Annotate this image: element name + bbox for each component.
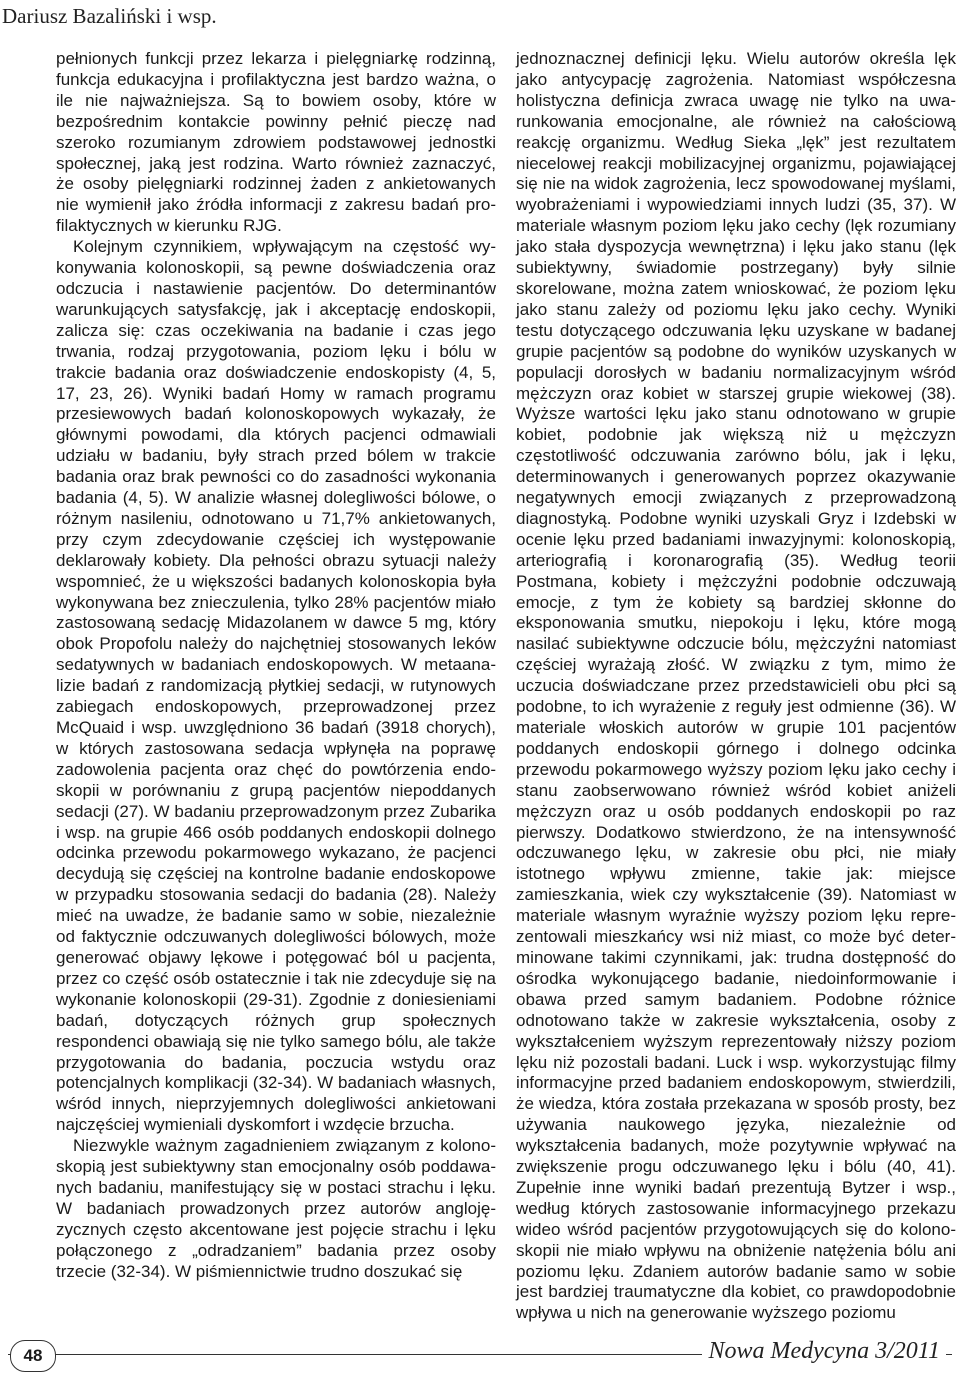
left-text-column xyxy=(56,49,496,1282)
paragraph: Kolejnym czynnikiem, wpływającym na częstość wykonywania kolonoskopii, są pewne doświadczenia oraz odczucia i nastawienie pacjentów. Do determinantów warunkujących satysfakcję, jak i akceptację endoskopii, zalicza się: czas oczekiwania na badanie i czas jego trwania, rodzaj przygotowania, poziom lęku i bólu w trakcie badania oraz doświadczenie endoskopisty (4, 5, 17, 23, 26). Wyniki badań Homy w ramach programu przesiewowych badań kolonoskopowych wykazały, że głównymi powodami, dla których pacjenci odmawiali udziału w badaniu, były strach przed bólem w trakcie badania oraz brak pewności co do zasadności wykonania badania (4, 5). W analizie własnej dolegliwości bólowe, o różnym nasileniu, odnotowano u 71,7% ankietowanych, przy czym zdecydowanie częściej ich występowanie deklarowały kobiety. Dla pełności obrazu sytuacji należy wspomnieć, że u większości badanych kolonoskopia była wykonywana bez znieczulenia, tylko 28% pacjentów miało zastosowaną sedację Midazolanem w dawce 5 mg, który obok Propofolu należy do najchętniej stosowanych leków sedatywnych w badaniach endoskopowych. W metaanalizie badań z randomizacją płytkiej sedacji, w rutynowych zabiegach endoskopowych, przeprowadzonej przez McQuaid i wsp. uwzględniono 36 badań (3918 chorych), w których zastosowana sedacja wpłynęła na poprawę zadowolenia pacjenta oraz chęć do powtórzenia endoskopii w porównaniu z grupą pacjentów niepoddanych sedacji (27). W badaniu przeprowadzonym przez Zubarika i wsp. na grupie 466 osób poddanych endoskopii dolnego odcinka przewodu pokarmowego wykazano, że pacjenci decydują się częściej na kontrolne badanie endoskopowe w przypadku stosowania sedacji do badania (28). Należy mieć na uwadze, że badanie samo w sobie, niezależnie od faktycznie odczuwanych dolegliwości bólowych, może generować objawy lękowe i potęgować ból u pacjenta, przez co część osób ostatecznie i tak nie zdecyduje się na wykonanie kolonoskopii (29-31). Zgodnie z doniesieniami badań, dotyczących różnych grup społecznych respondenci obawiają się nie tylko samego bólu, ale także przygotowania do badania, poczucia wstydu oraz potencjalnych komplikacji (32-34). W badaniach własnych, wśród innych, nieprzyjemnych dolegliwości ankietowani najczęściej wymieniali dyskomfort i wzdęcie brzucha. xyxy=(56,237,496,1135)
page-number: 48 xyxy=(10,1340,56,1372)
paragraph: Niezwykle ważnym zagadnieniem związanym z kolonoskopią jest subiektywny stan emocjonalny osób poddawanych badaniu, manifestujący się w postaci strachu i lęku. W badaniach prowadzonych przez autorów anglojęzycznych często akcentowane jest pojęcie strachu i lęku połączonego z „odradzaniem” badania przez osoby trzecie (32-34). W piśmiennictwie trudno doszukać się xyxy=(56,1136,496,1281)
journal-title: Nowa Medycyna 3/2011 xyxy=(702,1338,946,1365)
right-text-column xyxy=(516,49,956,1324)
running-header-author: Dariusz Bazaliński i wsp. xyxy=(2,4,217,28)
paragraph: jednoznacznej definicji lęku. Wielu autorów określa lęk jako antycypację zagrożenia. Natomiast współczesna holistyczna definicja zwraca uwagę nie tylko na uwarunkowania emocjonalne, ale również na całościową reakcję organizmu. Według Sieka „lęk” jest rezultatem niecelowej reakcji mobilizacyjnej organizmu, pojawiającej się nie na widok zagrożenia, lecz spowodowanej myślami, wyobrażeniami i wypowiedziami innych ludzi (35, 37). W materiale własnym poziom lęku jako cechy (lęk rozumiany jako stała dyspozycja wewnętrzna) i lęku jako stanu (lęk subiektywny, świadomie postrzegany) były silnie skorelowane, można zatem wnioskować, że poziom lęku jako stanu zależy od poziomu lęku jako cechy. Wyniki testu dotyczącego odczuwania lęku uzyskane w badanej grupie pacjentów są podobne do wyników uzyskanych w populacji dorosłych w badaniu normalizacyjnym wśród mężczyzn oraz kobiet w starszej grupie wiekowej (38). Wyższe wartości lęku jako stanu odnotowano w grupie kobiet, podobnie jak większą niż u mężczyzn częstotliwość odczuwania zarówno bólu, jak i lęku, determinowanych i generowanych poprzez okazywanie negatywnych emocji związanych z przeprowadzoną diagnostyką. Podobne wyniki uzyskali Gryz i Izdebski w ocenie lęku przed badaniami inwazyjnymi: kolonoskopią, arteriografią i koronarografią (35). Według teorii Postmana, kobiety i mężczyźni podobnie odczuwają emocje, z tym że kobiety są bardziej skłonne do eksponowania smutku, niepokoju i lęku, które mogą nasilać subiektywne odczucie bólu, mężczyźni natomiast częściej wyrażają złość. W związku z tym, mimo że uczucia doświadczane przez przedstawicieli obu płci są podobne, to ich wyrażenie z reguły jest odmienne (36). W materiale włoskich autorów w grupie 101 pacjentów poddanych endoskopii górnego i dolnego odcinka przewodu pokarmowego wyższy poziom lęku jako cechy i stanu zaobserwowano również wśród kobiet aniżeli mężczyzn oraz u osób poddanych endoskopii po raz pierwszy. Dodatkowo stwierdzono, że na intensywność odczuwanego lęku, w zakresie obu płci, nie miały istotnego wpływu zmienne, takie jak: miejsce zamieszkania, wiek czy wykształcenie (39). Natomiast w materiale własnym wyraźnie wyższy poziom lęku reprezentowali mieszkańcy wsi niż miast, co może być determinowane takimi czynnikami, jak: trudna dostępność do ośrodka wykonującego badanie, niedoinformowanie i obawa przed samym badaniem. Podobne różnice odnotowano także w zakresie wykształcenia, osoby z wykształceniem wyższym reprezentowały niższy poziom lęku niż pozostali badani. Luck i wsp. wykorzystując filmy informacyjne przed badaniem endoskopowym, stwierdzili, że wiedza, która została przekazana w sposób prosty, bez używania naukowego języka, niezależnie od wykształcenia badanych, może pozytywnie wpływać na zwiększenie progu odczuwanego lęku i bólu (40, 41). Zupełnie inne wyniki badań prezentują Bytzer i wsp., według których zastosowanie informacyjnego przekazu wideo wśród pacjentów przygotowujących się do kolonoskopii nie miało wpływu na obniżenie natężenia bólu ani poziomu lęku. Zdaniem autorów badanie samo w sobie jest bardziej traumatyczne dla kobiet, co prawdopodobnie wpływa u nich na generowanie wyższego poziomu xyxy=(516,49,956,1323)
paragraph: pełnionych funkcji przez lekarza i pielęgniarkę rodzinną, funkcja edukacyjna i profilaktyczna jest bardzo ważna, o ile nie najważniejsza. Są to bowiem osoby, które w bezpośrednim kontakcie powinny pełnić pieczę nad szeroko rozumianym zdrowiem podstawowej jednostki społecznej, jaką jest rodzina. Warto również zaznaczyć, że osoby pielęgniarki rodzinnej żaden z ankietowanych nie wymienił jako źródła informacji z zakresu badań profilaktycznych w kierunku RJG. xyxy=(56,49,496,236)
